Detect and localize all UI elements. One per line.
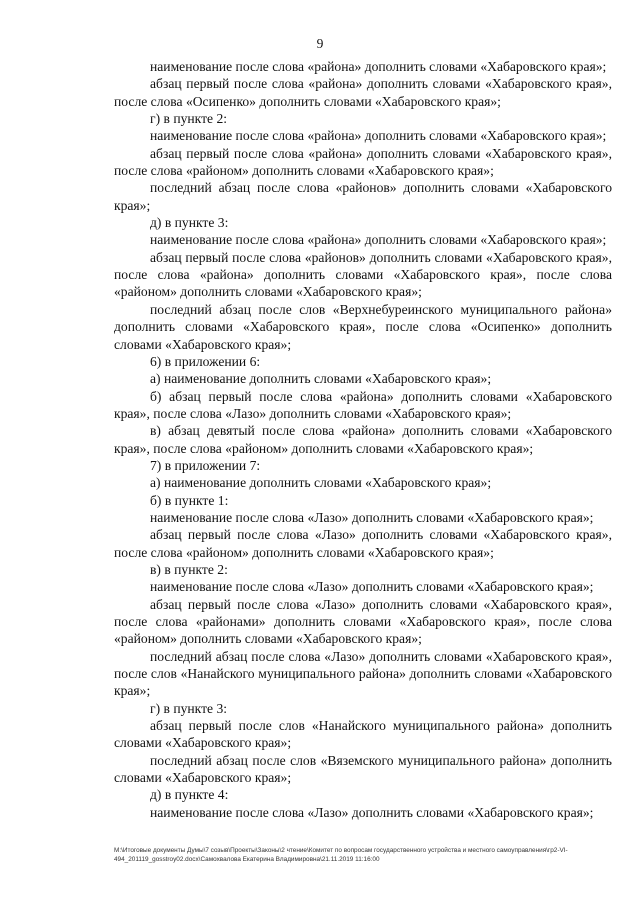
paragraph: г) в пункте 3: [150,700,228,716]
paragraph: наименование после слова «района» дополнить словами «Хабаровского края»; [150,128,607,144]
paragraph: абзац первый после слов «Нанайского муниципального района» дополнить словами «Хабаровского края»; [114,718,612,751]
paragraph: последний абзац после слов «Верхнебуреинского муниципального района» дополнить словами «Хабаровского края», после слова «Осипенко» дополнить словами «Хабаровского края»; [114,301,612,352]
paragraph: абзац первый после слова «района» дополнить словами «Хабаровского края», после слова «районом» дополнить словами «Хабаровского края»; [114,145,612,179]
paragraph: абзац первый после слова «Лазо» дополнить словами «Хабаровского края», после слова «районом» дополнить словами «Хабаровского края»; [114,527,612,560]
paragraph: наименование после слова «района» дополнить словами «Хабаровского края»; [150,59,607,74]
paragraph: г) в пункте 2: [150,111,228,127]
paragraph: абзац первый после слова «районов» дополнить словами «Хабаровского края», после слова «района» дополнить словами «Хабаровского края», после слова «районом» дополнить словами «Хабаровского края»; [114,249,612,300]
document-body [114,58,612,821]
paragraph: наименование после слова «района» дополнить словами «Хабаровского края»; [150,232,607,248]
page-number: 9 [316,36,324,51]
paragraph: последний абзац после слова «районов» дополнить словами «Хабаровского края»; [114,180,612,213]
file-path-footer: M:\Итоговые документы Думы\7 созыв\Проекты\Законы\2 чтение\Комитет по вопросам государственного устройства и местного самоуправления\гр2-VI-494_201119_gosstroy02.docx\Самохвалова Екатерина Владимировна\21.11.2019 11:16:00 [114,847,568,863]
paragraph: а) наименование дополнить словами «Хабаровского края»; [150,475,492,491]
paragraph: наименование после слова «Лазо» дополнить словами «Хабаровского края»; [150,804,594,820]
paragraph: абзац первый после слова «Лазо» дополнить словами «Хабаровского края», после слова «районами» дополнить словами «Хабаровского края», после слова «районом» дополнить словами «Хабаровского края»; [114,596,612,647]
paragraph: наименование после слова «Лазо» дополнить словами «Хабаровского края»; [150,579,594,595]
paragraph: б) абзац первый после слова «района» дополнить словами «Хабаровского края», после слова «Лазо» дополнить словами «Хабаровского края»; [114,388,612,421]
paragraph: последний абзац после слов «Вяземского муниципального района» дополнить словами «Хабаровского края»; [114,752,612,786]
paragraph: 6) в приложении 6: [150,353,261,369]
paragraph: д) в пункте 4: [150,787,229,803]
paragraph: в) абзац девятый после слова «района» дополнить словами «Хабаровского края», после слова «районом» дополнить словами «Хабаровского края»; [114,423,612,456]
paragraph: абзац первый после слова «района» дополнить словами «Хабаровского края», после слова «Осипенко» дополнить словами «Хабаровского края»; [114,76,612,109]
paragraph: последний абзац после слова «Лазо» дополнить словами «Хабаровского края», после слов «Нанайского муниципального района» дополнить словами «Хабаровского края»; [114,648,612,699]
paragraph: в) в пункте 2: [150,561,228,577]
paragraph: 7) в приложении 7: [150,457,261,473]
paragraph: наименование после слова «Лазо» дополнить словами «Хабаровского края»; [150,509,594,525]
paragraph: д) в пункте 3: [150,215,229,231]
paragraph: а) наименование дополнить словами «Хабаровского края»; [150,371,492,387]
paragraph: б) в пункте 1: [150,492,229,508]
